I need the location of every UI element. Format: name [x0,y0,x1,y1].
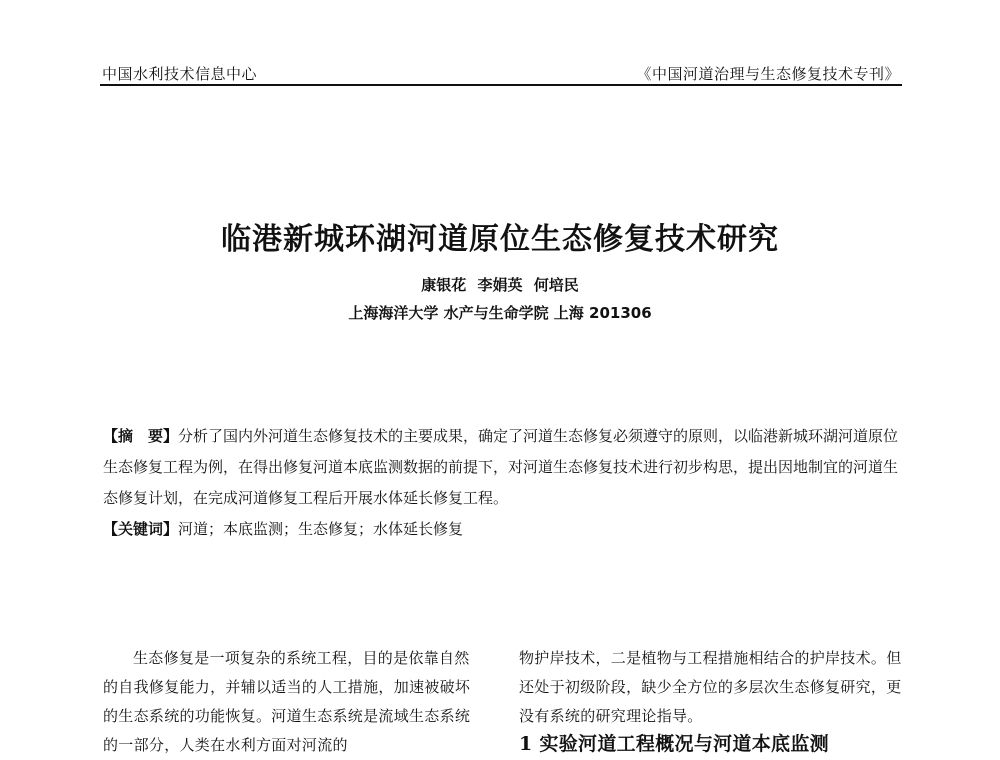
body-paragraph: 生态修复是一项复杂的系统工程，目的是依靠自然的自我修复能力，并辅以适当的人工措施，加速被破坏的生态系统的功能恢复。河道生态系统是流域生态系统的一部分，人类在水利方面对河流的 [103,649,471,754]
paper-affiliation: 上海海洋大学 水产与生命学院 上海 201306 [348,304,652,322]
body-column-left [103,644,475,760]
section-heading: 1 实验河道工程概况与河道本底监测 [519,733,829,755]
abstract-block [103,421,903,545]
body-paragraph-continued: 物护岸技术，二是植物与工程措施相结合的护岸技术。但还处于初级阶段，缺少全方位的多层次生态修复研究，更没有系统的研究理论指导。 [519,649,902,725]
body-column-right [519,644,903,757]
journal-source: 中国水利技术信息中心 [102,65,258,83]
abstract-label: 【摘 要】 [103,427,179,445]
header-rule [100,84,902,86]
abstract-text: 分析了国内外河道生态修复技术的主要成果，确定了河道生态修复必须遵守的原则，以临港新城环湖河道原位生态修复工程为例，在得出修复河道本底监测数据的前提下，对河道生态修复技术进行初步构思，提出因地制宜的河道生态修复计划，在完成河道修复工程后开展水体延长修复工程。 [103,427,899,507]
keywords-text: 河道；本底监测；生态修复；水体延长修复 [178,520,464,538]
keywords-label: 【关键词】 [103,520,179,538]
keywords-paragraph [103,514,903,545]
paper-authors: 康银花 李娟英 何培民 [421,276,579,294]
journal-issue: 《中国河道治理与生态修复技术专刊》 [636,65,900,83]
abstract-paragraph [103,421,903,514]
paper-title: 临港新城环湖河道原位生态修复技术研究 [221,222,779,257]
